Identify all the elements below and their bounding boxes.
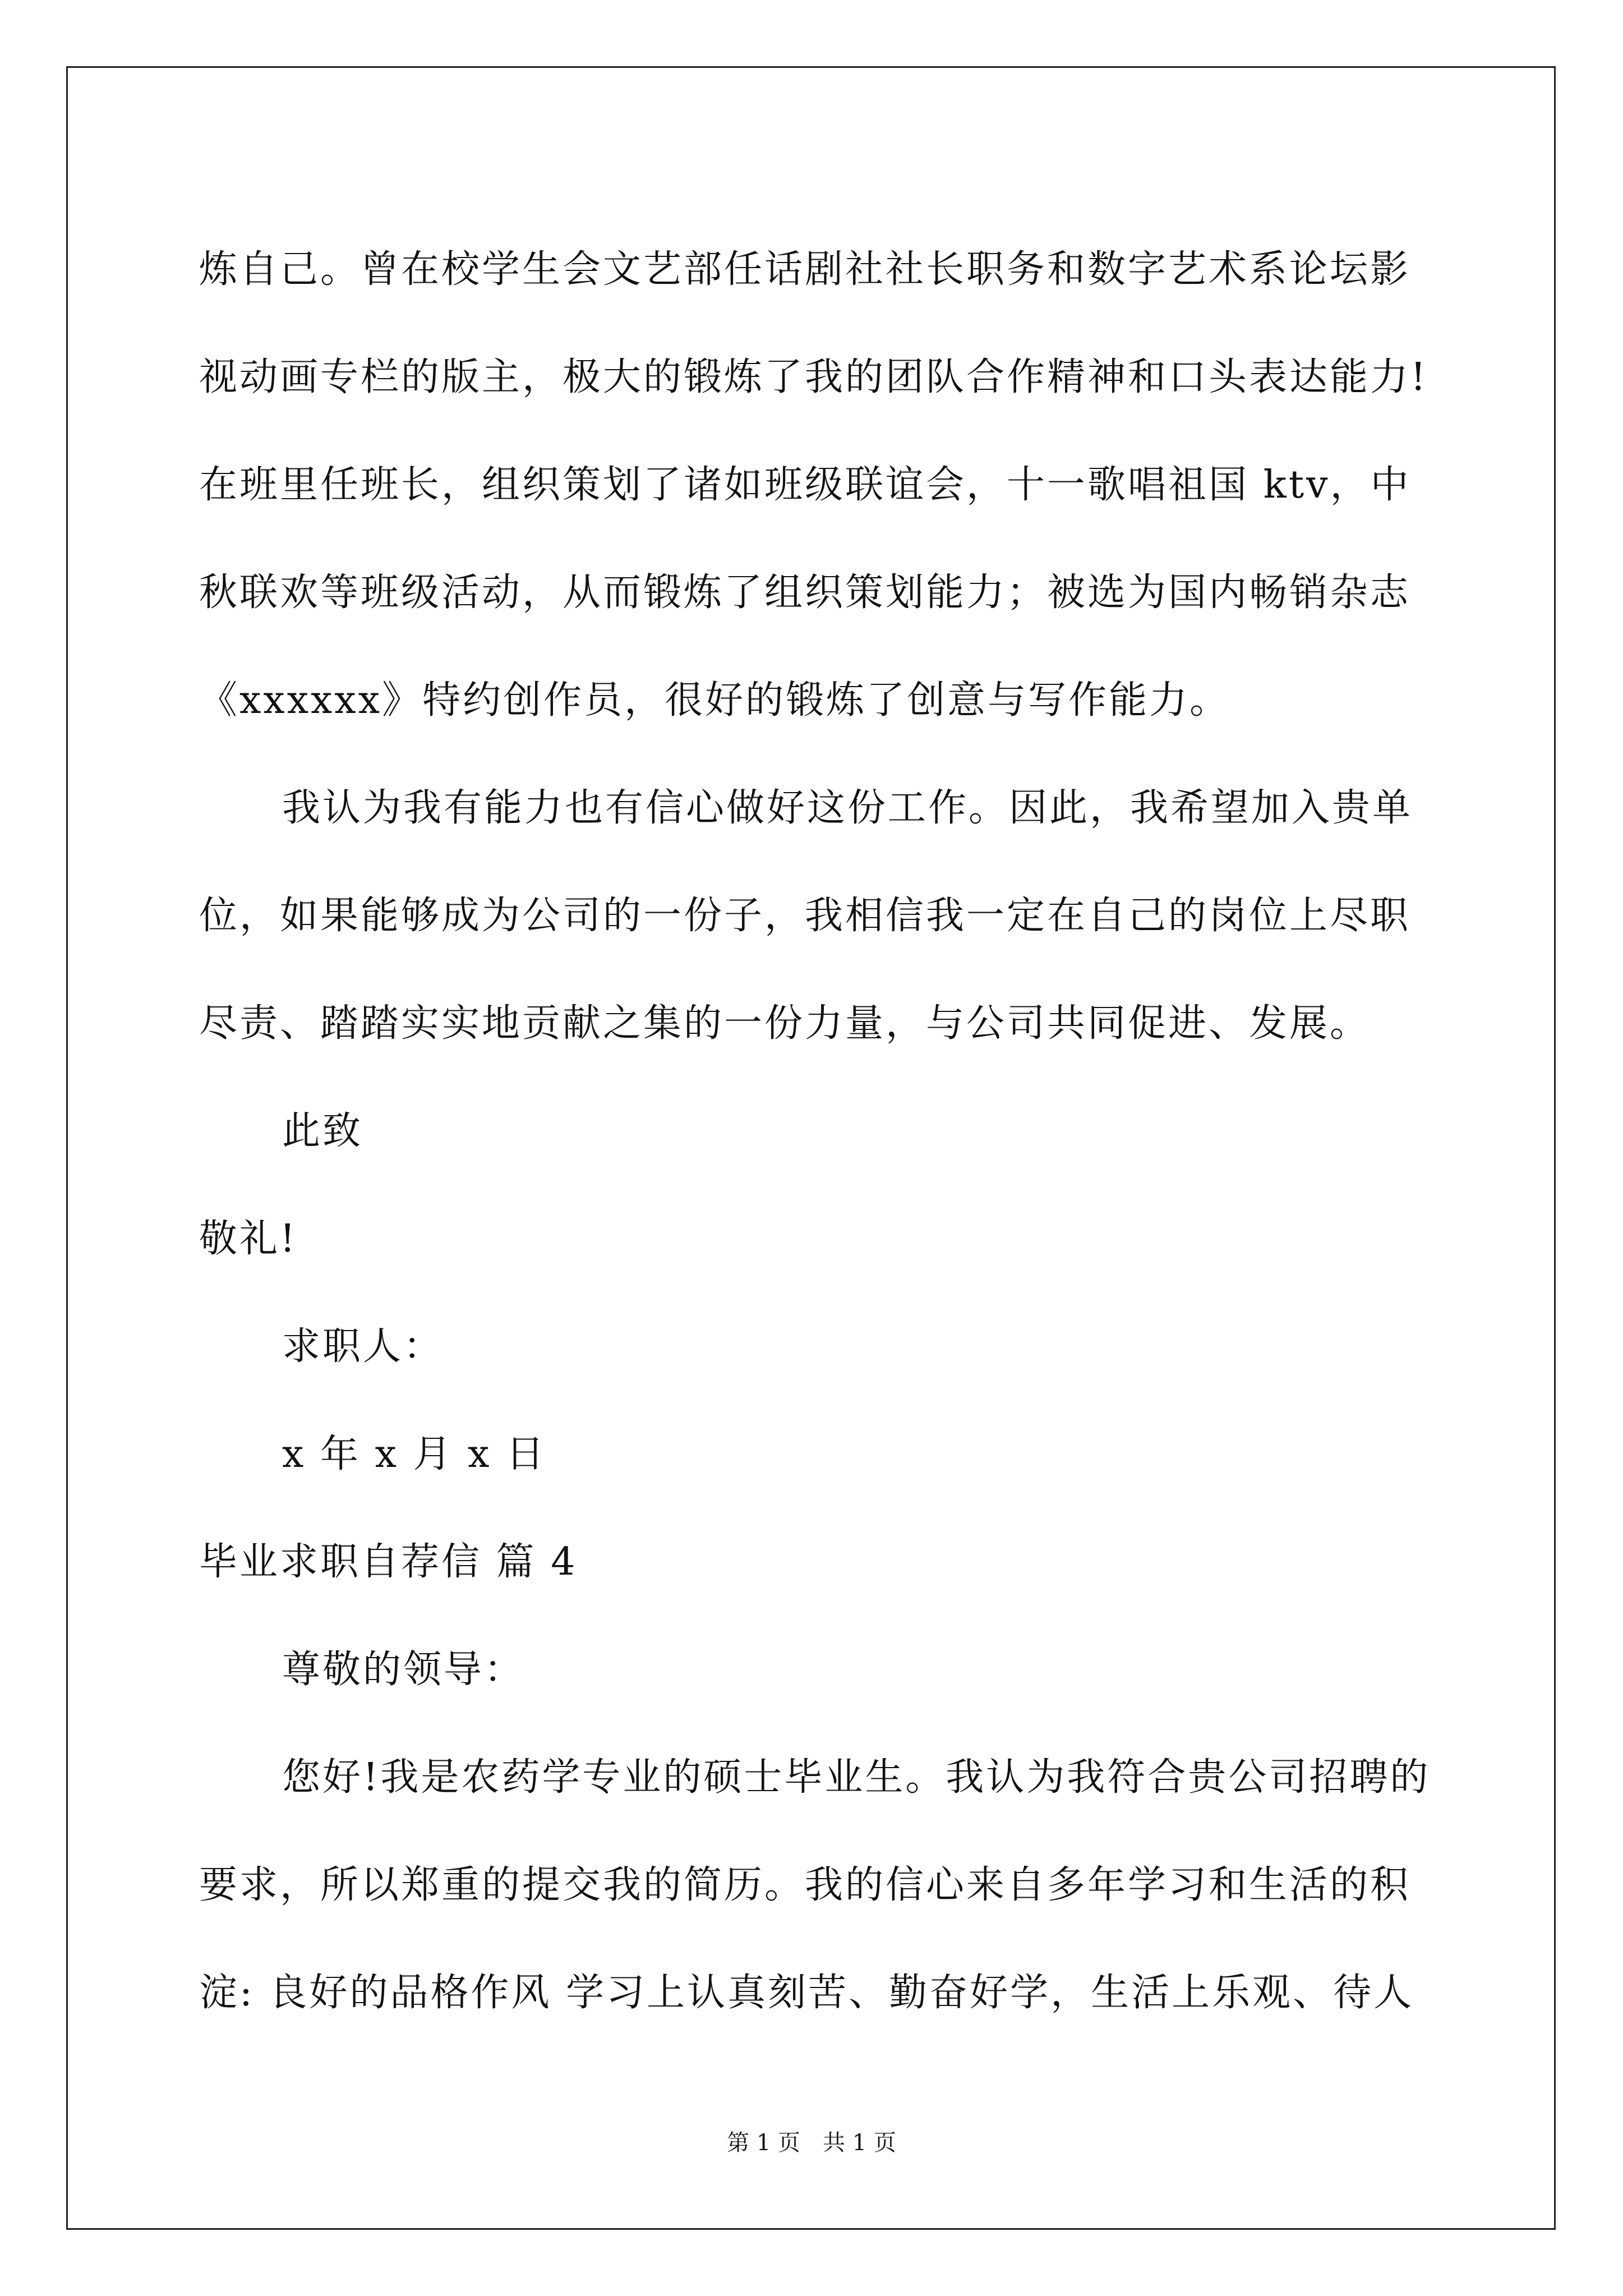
text-line: 在班里任班长，组织策划了诸如班级联谊会，十一歌唱祖国 ktv，中: [199, 463, 1411, 507]
greeting: 尊敬的领导：: [282, 1648, 525, 1692]
text-line: 尽责、踏踏实实地贡献之集的一份力量，与公司共同促进、发展。: [199, 1001, 1371, 1046]
section-heading: 毕业求职自荐信 篇 4: [199, 1540, 578, 1584]
letter-date: x 年 x 月 x 日: [282, 1432, 547, 1476]
applicant-signature: 求职人：: [282, 1324, 444, 1369]
closing-respect: 敬礼!: [199, 1217, 298, 1261]
text-line: 《xxxxxx》特约创作员，很好的锻炼了创意与写作能力。: [199, 678, 1230, 723]
text-line: 位，如果能够成为公司的一份子，我相信我一定在自己的岗位上尽职: [199, 894, 1411, 938]
paragraph-start-line: 您好!我是农药学专业的硕士毕业生。我认为我符合贵公司招聘的: [282, 1755, 1431, 1800]
paragraph-start-line: 我认为我有能力也有信心做好这份工作。因此，我希望加入贵单: [282, 786, 1413, 830]
text-line: 秋联欢等班级活动，从而锻炼了组织策划能力；被选为国内畅销杂志: [199, 570, 1411, 615]
text-line: 炼自己。曾在校学生会文艺部任话剧社社长职务和数字艺术系论坛影: [199, 247, 1411, 292]
page-number-footer: 第 1 页 共 1 页: [727, 2130, 896, 2156]
document-body: [199, 216, 1433, 2047]
text-line: 要求，所以郑重的提交我的简历。我的信心来自多年学习和生活的积: [199, 1863, 1411, 1907]
closing-salutation: 此致: [282, 1109, 363, 1153]
text-line: 视动画专栏的版主，极大的锻炼了我的团队合作精神和口头表达能力!: [199, 355, 1428, 399]
text-line: 淀: 良好的品格作风 学习上认真刻苦、勤奋好学，生活上乐观、待人: [199, 1971, 1414, 2015]
